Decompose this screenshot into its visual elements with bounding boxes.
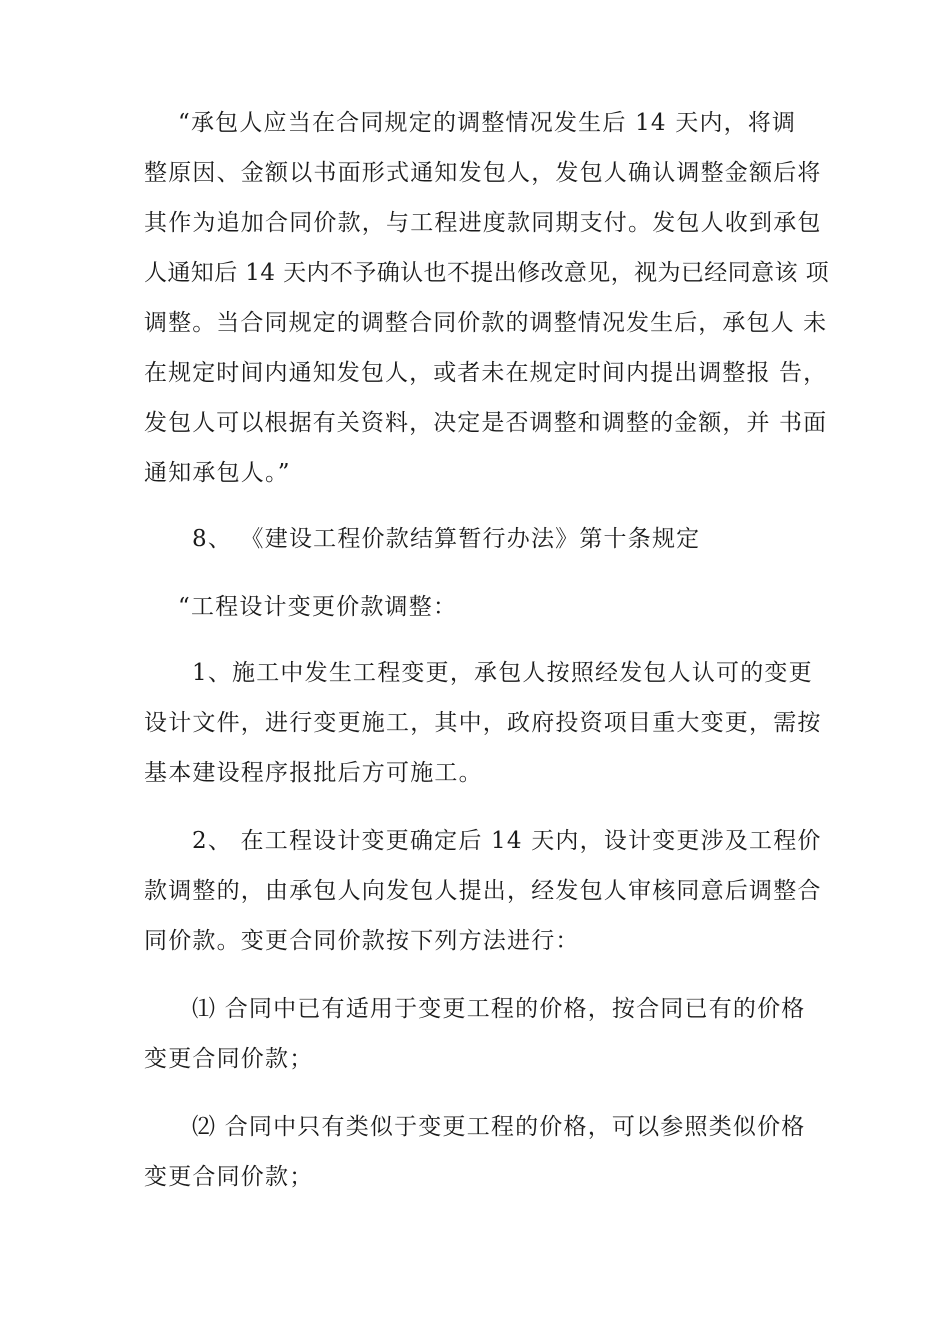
text-line: 变更合同价款； (144, 1046, 314, 1072)
text-line: 1、施工中发生工程变更，承包人按照经发包人认可的变更 (192, 660, 813, 686)
text-line: 整原因、金额以书面形式通知发包人，发包人确认调整金额后将 (144, 160, 822, 186)
text-line: 调整。当合同规定的调整合同价款的调整情况发生后，承包人 未 (144, 310, 828, 336)
text-line: 其作为追加合同价款，与工程进度款同期支付。发包人收到承包 (144, 210, 822, 236)
text-line: 变更合同价款； (144, 1164, 314, 1190)
text-line: 发包人可以根据有关资料，决定是否调整和调整的金额，并 书面 (144, 410, 828, 436)
text-line: ⑴ 合同中已有适用于变更工程的价格，按合同已有的价格 (192, 996, 806, 1022)
text-line: 2、 在工程设计变更确定后 14 天内，设计变更涉及工程价 (192, 828, 822, 854)
section-heading-8: 8、 《建设工程价款结算暂行办法》第十条规定 (192, 526, 701, 552)
text-line: “承包人应当在合同规定的调整情况发生后 14 天内，将调 (178, 110, 797, 136)
text-line: ⑵ 合同中只有类似于变更工程的价格，可以参照类似价格 (192, 1114, 806, 1140)
text-line: 人通知后 14 天内不予确认也不提出修改意见，视为已经同意该 项 (144, 260, 829, 286)
text-line: 设计文件，进行变更施工，其中，政府投资项目重大变更，需按 (144, 710, 822, 736)
text-line: 通知承包人。” (144, 460, 291, 486)
text-line: 款调整的，由承包人向发包人提出，经发包人审核同意后调整合 (144, 878, 822, 904)
text-line: 同价款。变更合同价款按下列方法进行： (144, 928, 580, 954)
text-line: 在规定时间内通知发包人，或者未在规定时间内提出调整报 告， (144, 360, 828, 386)
quote-intro: “工程设计变更价款调整： (178, 594, 458, 620)
text-line: 基本建设程序报批后方可施工。 (144, 760, 483, 786)
